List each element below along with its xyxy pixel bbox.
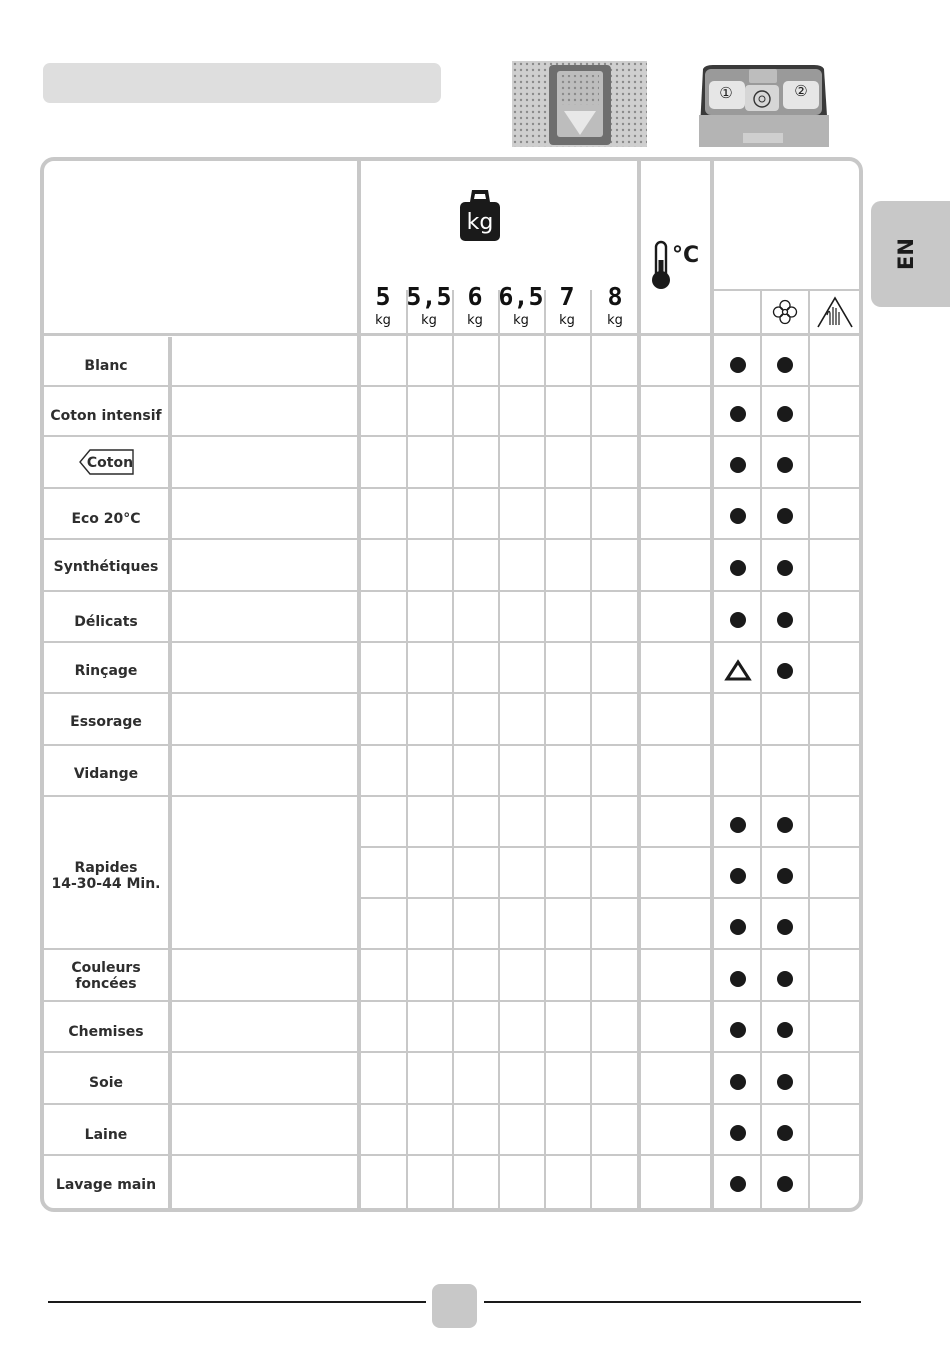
compartment1-dot [730,508,746,524]
load-unit: kg [467,313,483,328]
compartment1-dot [730,406,746,422]
language-tab[interactable] [871,201,950,307]
program-label-eco-20: Eco 20°C [71,510,141,527]
softener-dot [777,1125,793,1141]
hand-wash-basin-icon [815,295,855,329]
load-value-7: 7 [559,282,575,311]
program-label-vidange: Vidange [73,765,139,782]
softener-dot [777,560,793,576]
load-col-line [544,336,546,1208]
softener-dot [777,406,793,422]
compartment1-dot [730,919,746,935]
load-unit: kg [375,313,391,328]
program-label-rapides: Rapides 14-30-44 Min. [51,859,161,892]
softener-dot [777,1074,793,1090]
compartment-1-label: ① [719,84,733,102]
load-value-6: 6 [467,282,483,311]
weight-icon-label: kg [466,210,494,235]
load-unit: kg [421,313,437,328]
softener-dot [777,919,793,935]
program-label-coton-intensif: Coton intensif [50,408,162,424]
softener-dot [777,612,793,628]
load-value-5-5: 5,5 [406,282,452,311]
program-label-laine: Laine [84,1126,128,1143]
program-label-lavage-main: Lavage main [55,1177,157,1193]
compartment1-dot [730,612,746,628]
detergent-drawer-photo [697,63,830,147]
softener-dot [777,817,793,833]
program-label-coton [44,437,168,487]
program-label-couleurs-foncees: Couleurs foncées [71,960,141,992]
footer-line-left [48,1301,426,1303]
compartment1-dot [730,971,746,987]
row-line [359,846,859,848]
compartment1-dot [730,868,746,884]
compartment1-dot [730,1176,746,1192]
title-bar [43,63,441,103]
language-tab-label: EN [894,238,918,270]
load-unit: kg [607,313,623,328]
dispenser-header-line [714,289,859,291]
dispenser-col-line [760,290,762,1208]
softener-dot [777,1022,793,1038]
softener-dot [777,868,793,884]
compartment-2-label: ② [794,82,808,100]
col-sep-label [168,337,172,1208]
load-col-line [590,336,592,1208]
compartment1-dot [730,1022,746,1038]
temperature-icon [650,238,708,294]
softener-dot [777,1176,793,1192]
softener-dot [777,357,793,373]
compartment1-dot [730,560,746,576]
softener-dot [777,663,793,679]
weight-icon [458,188,502,242]
compartment1-dot [730,357,746,373]
load-unit: kg [559,313,575,328]
program-label-soie: Soie [89,1075,123,1091]
load-value-6-5: 6,5 [498,282,544,311]
load-col-line [406,336,408,1208]
temp-unit: °C [672,243,700,268]
dispenser-col-line [808,290,810,1208]
compartment1-triangle [724,659,752,681]
softener-flower-icon [772,299,798,325]
load-col-line [498,336,500,1208]
compartment1-dot [730,1074,746,1090]
coton-tag-text: Coton [86,455,134,471]
program-label-chemises: Chemises [68,1023,144,1040]
softener-dot [777,971,793,987]
load-col-line [452,336,454,1208]
page-number-box [432,1284,477,1328]
row-line [359,897,859,899]
footer-line-right [484,1301,861,1303]
load-value-8: 8 [607,282,623,311]
softener-dot [777,457,793,473]
program-label-essorage: Essorage [70,714,142,730]
load-unit: kg [513,313,529,328]
program-label-rincage: Rinçage [74,662,138,679]
program-label-blanc: Blanc [84,358,128,374]
compartment1-dot [730,817,746,833]
compartment1-dot [730,1125,746,1141]
program-label-synthetiques: Synthétiques [53,559,159,575]
program-label-delicats: Délicats [74,613,138,630]
load-value-5: 5 [375,282,391,311]
compartment1-dot [730,457,746,473]
dispenser-photo [512,61,647,147]
softener-dot [777,508,793,524]
